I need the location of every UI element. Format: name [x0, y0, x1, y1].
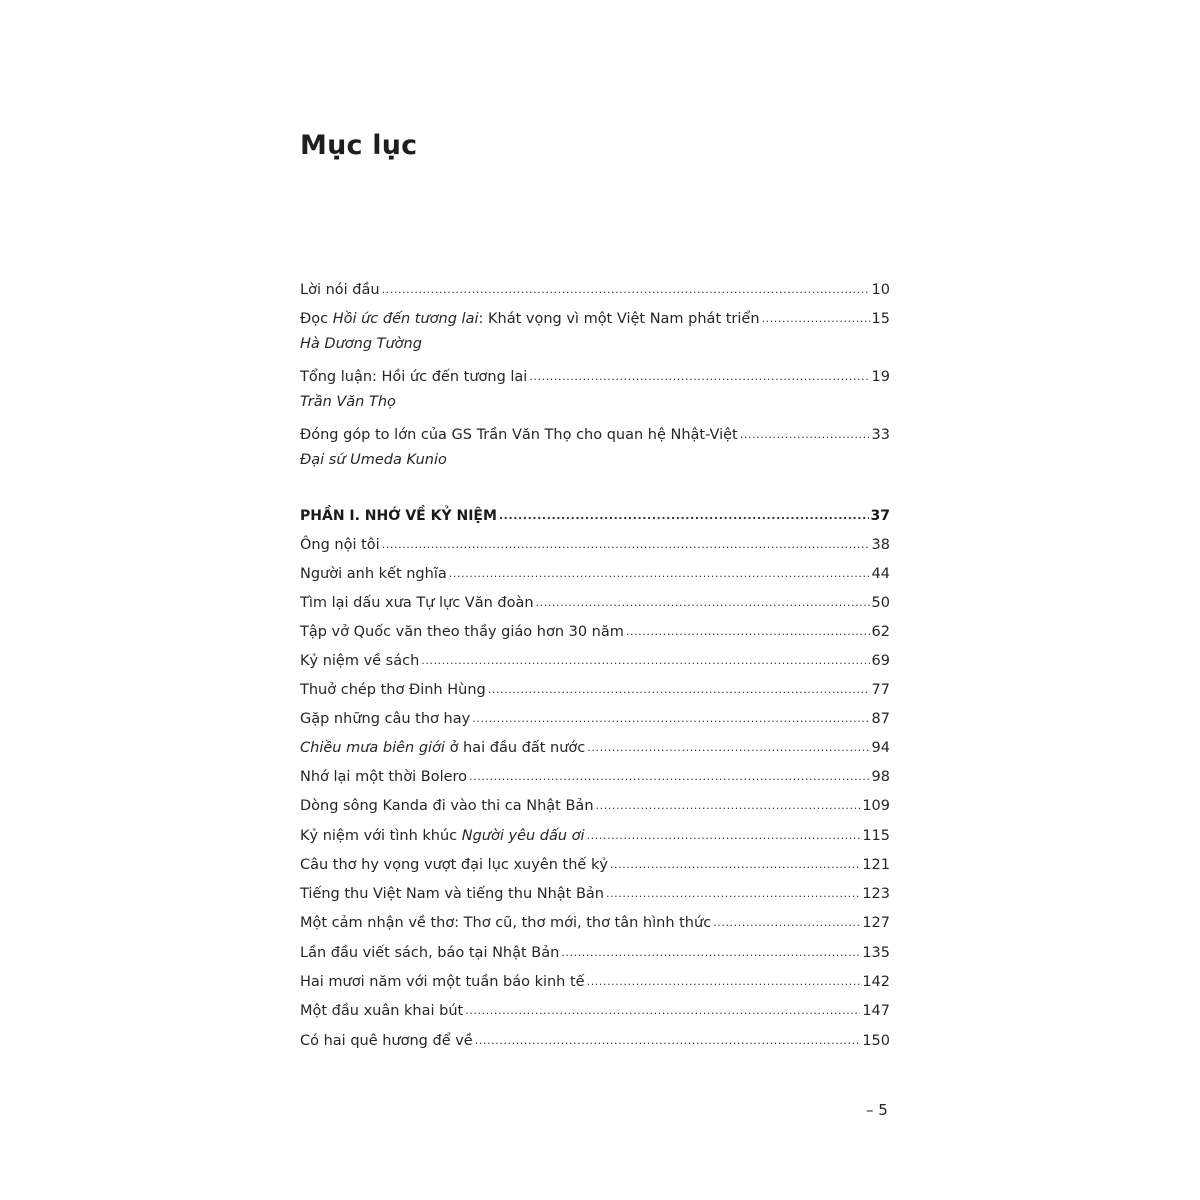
- toc-entry-title: Kỷ niệm với tình khúc Người yêu dấu ơi: [300, 828, 585, 844]
- toc-entry-page: 50: [871, 595, 890, 611]
- toc-entry-title: Thuở chép thơ Đinh Hùng: [300, 682, 486, 698]
- toc-entry-line: [300, 280, 890, 301]
- toc-entry-title: Câu thơ hy vọng vượt đại lục xuyên thế kỷ: [300, 857, 608, 873]
- toc-entry-page: 94: [871, 740, 890, 756]
- dot-leader: [421, 650, 869, 671]
- toc-entry[interactable]: [300, 622, 890, 643]
- toc-entry-page: 127: [862, 915, 890, 931]
- toc-entry-title: Lần đầu viết sách, báo tại Nhật Bản: [300, 945, 560, 961]
- toc-entry-page: 109: [862, 798, 890, 814]
- toc-entry-line: [300, 535, 890, 556]
- dot-leader: [529, 366, 869, 387]
- dot-leader: [465, 1000, 860, 1021]
- toc-entry-page: 123: [862, 886, 890, 902]
- dot-leader: [488, 679, 870, 700]
- toc-entry-line: [300, 425, 890, 446]
- toc-entry-title: Nhớ lại một thời Bolero: [300, 769, 468, 785]
- toc-section-page: 37: [870, 508, 890, 524]
- toc-entry-author: Trần Văn Thọ: [300, 394, 396, 410]
- toc-entry-page: 147: [862, 1003, 890, 1019]
- toc-entry-page: 33: [871, 427, 890, 443]
- toc-entry-line: [300, 1001, 890, 1022]
- toc-entry-page: 77: [871, 682, 890, 698]
- toc-entry-line: [300, 943, 890, 964]
- toc-entry-line: [300, 564, 890, 585]
- toc-entry-line: [300, 826, 890, 847]
- toc-entry[interactable]: [300, 680, 890, 701]
- toc-entry-page: 121: [862, 857, 890, 873]
- toc-entry-contribution[interactable]: [300, 425, 890, 470]
- toc-entry-page: 87: [871, 711, 890, 727]
- toc-entry-line: [300, 767, 890, 788]
- toc-entry-line: [300, 367, 890, 388]
- dot-leader: [762, 308, 870, 329]
- toc-entry-title: Người anh kết nghĩa: [300, 566, 447, 582]
- toc-entry-title: Tìm lại dấu xưa Tự lực Văn đoàn: [300, 595, 534, 611]
- toc-entry-title: Đóng góp to lớn của GS Trần Văn Thọ cho quan hệ Nhật-Việt: [300, 427, 738, 443]
- toc-entry[interactable]: [300, 972, 890, 993]
- toc-entry-author: Đại sứ Umeda Kunio: [300, 452, 447, 468]
- dot-leader: [713, 912, 860, 933]
- toc-entry-title: Một cảm nhận về thơ: Thơ cũ, thơ mới, thơ tân hình thức: [300, 915, 712, 931]
- toc-entry-line: [300, 651, 890, 672]
- toc-entry-line: [300, 309, 890, 330]
- toc-entry-overview[interactable]: [300, 367, 890, 412]
- toc-entry[interactable]: [300, 943, 890, 964]
- dot-leader: [449, 563, 870, 584]
- toc-entry-line: [300, 913, 890, 934]
- dot-leader: [561, 942, 860, 963]
- toc-entry-title: Một đầu xuân khai bút: [300, 1003, 464, 1019]
- dot-leader: [472, 708, 869, 729]
- page-title: Mục lục: [300, 130, 418, 161]
- toc-entry-line: [300, 709, 890, 730]
- toc-entry-title: Tập vở Quốc văn theo thầy giáo hơn 30 năm: [300, 624, 624, 640]
- toc-entry-line: [300, 884, 890, 905]
- toc-entry[interactable]: [300, 1001, 890, 1022]
- dot-leader: [469, 766, 870, 787]
- toc-entry[interactable]: [300, 1031, 890, 1052]
- toc-entry-line: [300, 738, 890, 759]
- dot-leader: [499, 505, 869, 526]
- dot-leader: [536, 592, 870, 613]
- toc-entry[interactable]: [300, 796, 890, 817]
- toc-entry-page: 10: [871, 282, 890, 298]
- toc-entry-line: [300, 796, 890, 817]
- toc-entry-title: Lời nói đầu: [300, 282, 380, 298]
- toc-entry-page: 135: [862, 945, 890, 961]
- toc-entry-page: 44: [871, 566, 890, 582]
- toc-entry-title: Kỷ niệm về sách: [300, 653, 420, 669]
- toc-entry-title: Ông nội tôi: [300, 537, 380, 553]
- toc-entry-line: [300, 1031, 890, 1052]
- toc-entry-title: Chiều mưa biên giới ở hai đầu đất nước: [300, 740, 586, 756]
- toc-entry-page: 38: [871, 537, 890, 553]
- toc-entry-page: 150: [862, 1033, 890, 1049]
- toc-entry-page: 115: [862, 828, 890, 844]
- toc-entry-title: Hai mươi năm với một tuần báo kinh tế: [300, 974, 585, 990]
- dot-leader: [587, 737, 869, 758]
- toc-entry-line: [300, 622, 890, 643]
- toc-section-heading[interactable]: [300, 506, 890, 527]
- toc-entry[interactable]: [300, 913, 890, 934]
- page-number: – 5: [866, 1101, 888, 1119]
- toc-entry-page: 15: [871, 311, 890, 327]
- toc-entry-title: Tiếng thu Việt Nam và tiếng thu Nhật Bản: [300, 886, 604, 902]
- toc-section-line: [300, 506, 890, 527]
- dot-leader: [587, 825, 861, 846]
- toc-entry[interactable]: [300, 738, 890, 759]
- toc-entry-title: Có hai quê hương để về: [300, 1033, 473, 1049]
- dot-leader: [382, 279, 870, 300]
- toc-entry-title: Dòng sông Kanda đi vào thi ca Nhật Bản: [300, 798, 594, 814]
- toc-entry[interactable]: [300, 855, 890, 876]
- toc-entry-page: 62: [871, 624, 890, 640]
- toc-entry-page: 98: [871, 769, 890, 785]
- dot-leader: [606, 883, 860, 904]
- toc-entry-page: 69: [871, 653, 890, 669]
- toc-entry-line: [300, 680, 890, 701]
- toc-entry[interactable]: [300, 767, 890, 788]
- toc-entry[interactable]: [300, 826, 890, 847]
- dot-leader: [626, 621, 870, 642]
- toc-entry[interactable]: [300, 884, 890, 905]
- toc-entry-line: [300, 855, 890, 876]
- toc-entry-line: [300, 972, 890, 993]
- toc-entry-title: Gặp những câu thơ hay: [300, 711, 471, 727]
- toc-entry[interactable]: [300, 593, 890, 614]
- dot-leader: [382, 534, 870, 555]
- toc-entry[interactable]: [300, 709, 890, 730]
- toc-entry-preface[interactable]: [300, 280, 890, 301]
- toc-entry-title: Đọc Hồi ức đến tương lai: Khát vọng vì một Việt Nam phát triển: [300, 311, 760, 327]
- toc-entry-reading[interactable]: [300, 309, 890, 354]
- toc-entry-author: Hà Dương Tường: [300, 336, 422, 352]
- dot-leader: [587, 971, 861, 992]
- toc-entry-title: Tổng luận: Hồi ức đến tương lai: [300, 369, 528, 385]
- toc-entry-page: 142: [862, 974, 890, 990]
- toc-entry[interactable]: [300, 535, 890, 556]
- dot-leader: [475, 1030, 861, 1051]
- toc-entry[interactable]: [300, 651, 890, 672]
- toc-section-title: PHẦN I. NHỚ VỀ KỶ NIỆM: [300, 508, 497, 524]
- toc-entry[interactable]: [300, 564, 890, 585]
- dot-leader: [740, 424, 870, 445]
- dot-leader: [610, 854, 860, 875]
- dot-leader: [596, 795, 861, 816]
- toc-entry-page: 19: [871, 369, 890, 385]
- toc-entry-line: [300, 593, 890, 614]
